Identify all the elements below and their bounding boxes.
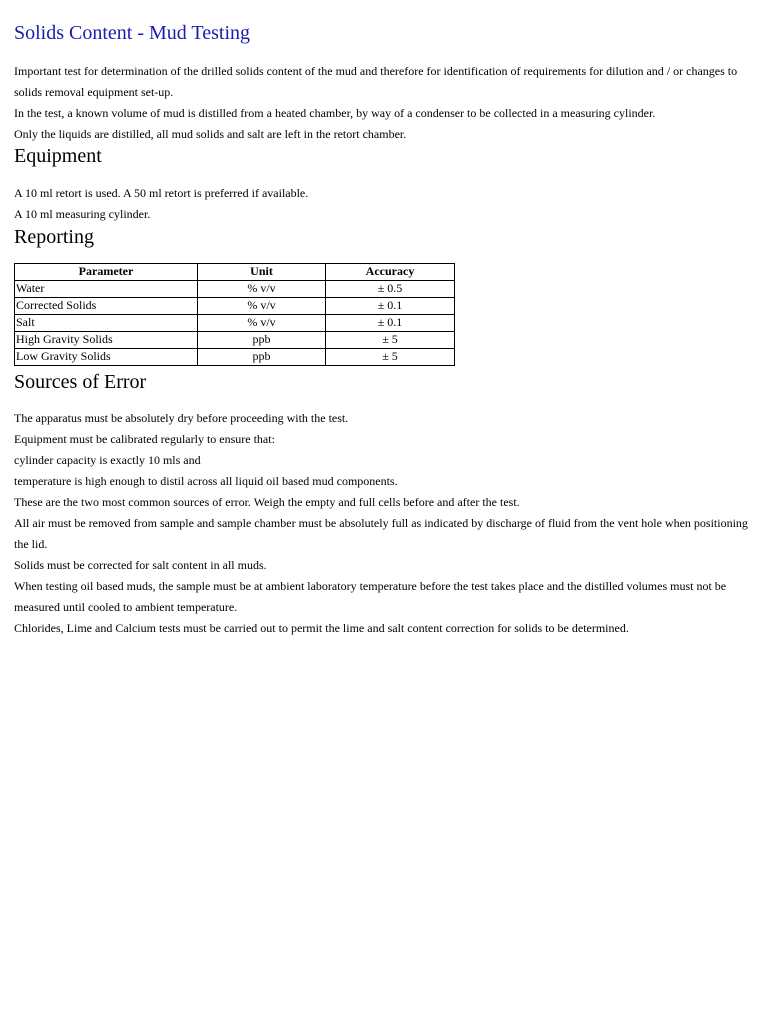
table-row	[15, 332, 455, 349]
reporting-heading: Reporting	[14, 226, 94, 248]
sources-line: The apparatus must be absolutely dry before proceeding with the test.	[14, 411, 349, 425]
unit-cell: ppb	[198, 349, 326, 366]
sources-line: Equipment must be calibrated regularly to ensure that:	[14, 432, 275, 446]
sources-line: When testing oil based muds, the sample must be at ambient laboratory temperature before the test takes place and the distilled volumes must not be measured until cooled to ambient temperature.	[14, 579, 727, 614]
table-header-row	[15, 264, 455, 281]
sources-line: temperature is high enough to distil across all liquid oil based mud components.	[14, 474, 398, 488]
intro-paragraph: Only the liquids are distilled, all mud solids and salt are left in the retort chamber.	[14, 127, 407, 141]
equipment-line: A 10 ml measuring cylinder.	[14, 207, 151, 221]
page-title: Solids Content - Mud Testing	[14, 22, 251, 44]
sources-line: These are the two most common sources of error. Weigh the empty and full cells before and after the test.	[14, 495, 520, 509]
accuracy-cell: ± 5	[326, 332, 455, 349]
column-header-parameter: Parameter	[15, 264, 198, 281]
table-row	[15, 281, 455, 298]
parameter-cell: High Gravity Solids	[15, 332, 198, 349]
sources-line: Chlorides, Lime and Calcium tests must be carried out to permit the lime and salt content correction for solids to be determined.	[14, 621, 629, 635]
unit-cell: ppb	[198, 332, 326, 349]
unit-cell: % v/v	[198, 298, 326, 315]
sources-line: Solids must be corrected for salt content in all muds.	[14, 558, 267, 572]
parameter-cell: Low Gravity Solids	[15, 349, 198, 366]
table-row	[15, 349, 455, 366]
sources-line: All air must be removed from sample and sample chamber must be absolutely full as indicated by discharge of fluid from the vent hole when positioning the lid.	[14, 516, 748, 551]
parameter-cell: Salt	[15, 315, 198, 332]
table-row	[15, 298, 455, 315]
equipment-heading: Equipment	[14, 145, 102, 167]
accuracy-cell: ± 5	[326, 349, 455, 366]
equipment-section	[14, 183, 308, 225]
column-header-unit: Unit	[198, 264, 326, 281]
intro-paragraph: Important test for determination of the drilled solids content of the mud and therefore for identification of requirements for dilution and / or changes to solids removal equipment set-up.	[14, 64, 738, 99]
unit-cell: % v/v	[198, 315, 326, 332]
accuracy-cell: ± 0.1	[326, 315, 455, 332]
reporting-table	[14, 263, 455, 366]
sources-line: cylinder capacity is exactly 10 mls and	[14, 453, 201, 467]
accuracy-cell: ± 0.5	[326, 281, 455, 298]
sources-of-error-section	[14, 408, 754, 639]
column-header-accuracy: Accuracy	[326, 264, 455, 281]
table-row	[15, 315, 455, 332]
intro-section	[14, 61, 754, 145]
equipment-line: A 10 ml retort is used. A 50 ml retort is preferred if available.	[14, 186, 309, 200]
unit-cell: % v/v	[198, 281, 326, 298]
sources-of-error-heading: Sources of Error	[14, 371, 147, 393]
parameter-cell: Corrected Solids	[15, 298, 198, 315]
parameter-cell: Water	[15, 281, 198, 298]
intro-paragraph: In the test, a known volume of mud is distilled from a heated chamber, by way of a condenser to be collected in a measuring cylinder.	[14, 106, 656, 120]
accuracy-cell: ± 0.1	[326, 298, 455, 315]
